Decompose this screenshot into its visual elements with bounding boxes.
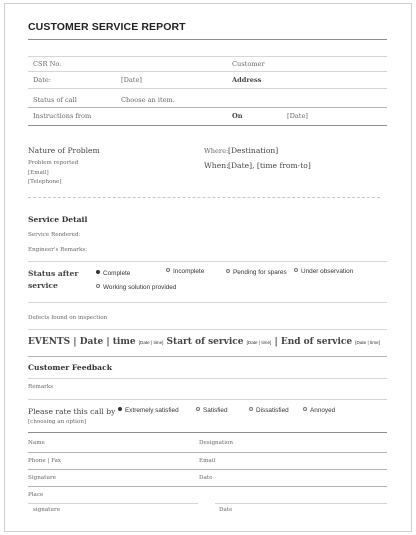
where-label: Where: (204, 147, 229, 155)
place-line-right (215, 503, 387, 504)
report-title: CUSTOMER SERVICE REPORT (28, 21, 186, 33)
address-label: Address (232, 76, 262, 84)
radio-icon (226, 269, 230, 273)
service-rendered-label: Service Rendered: (28, 232, 81, 238)
when-label: When: (204, 161, 229, 170)
events-row (28, 337, 380, 347)
radio-icon (196, 407, 200, 411)
date-sign-label: Date (199, 475, 213, 481)
status-of-call-dropdown[interactable]: Choose an item. (121, 96, 175, 104)
title-divider (28, 39, 387, 40)
engineers-remarks-label: Engineer's Remarks: (28, 247, 88, 253)
header-line-2 (28, 88, 387, 89)
rating-extremely-satisfied[interactable]: Extremely satisfied (118, 407, 179, 414)
place-line (28, 503, 198, 504)
problem-divider (28, 197, 380, 198)
signature-line (28, 486, 387, 487)
status-option-working-solution[interactable]: Working solution provided (96, 284, 176, 291)
events-label: EVENTS | (28, 337, 77, 347)
phone-fax-label: Phone | Fax (28, 458, 62, 464)
feedback-line (28, 378, 387, 379)
where-field[interactable]: [Destination] (228, 146, 279, 155)
customer-feedback-heading: Customer Feedback (28, 363, 112, 372)
remarks-label: Remarks (28, 384, 54, 390)
instructions-from-label: Instructions from (33, 112, 92, 120)
defects-divider (28, 329, 387, 330)
phone-line (28, 469, 387, 470)
csr-no-label: CSR No. (33, 60, 62, 68)
radio-icon (249, 407, 253, 411)
on-date-field[interactable]: [Date] (287, 112, 308, 120)
start-of-service-field[interactable]: [Date | time] (246, 340, 272, 345)
name-label: Name (28, 440, 45, 446)
nature-of-problem-label: Nature of Problem (28, 146, 100, 155)
service-detail-heading: Service Detail (28, 215, 88, 224)
status-option-incomplete[interactable]: Incomplete (166, 268, 204, 275)
signature2-label: signature (33, 507, 61, 513)
status-after-label: Status after (28, 269, 79, 278)
header-line-1 (28, 71, 387, 72)
rating-dissatisfied[interactable]: Dissatisfied (249, 407, 289, 414)
date-time-field[interactable]: [Date | time] (138, 340, 164, 345)
on-label: On (232, 112, 243, 120)
problem-reported-label: Problem reported (28, 160, 79, 166)
defects-label: Defects found on inspection (28, 315, 108, 321)
rate-call-hint: [choosing an option] (28, 419, 87, 425)
status-of-call-label: Status of call (33, 96, 77, 104)
signature-label: Signature (28, 475, 56, 481)
radio-icon (294, 268, 298, 272)
service-divider (28, 261, 387, 262)
radio-checked-icon (118, 407, 122, 411)
date2-label: Date (219, 507, 233, 513)
customer-label: Customer (232, 60, 265, 68)
rating-divider (28, 432, 387, 433)
remarks-line (28, 399, 387, 400)
status-option-complete[interactable]: Complete (96, 270, 130, 277)
date-label: Date: (33, 76, 51, 84)
date-time-label: Date | time (79, 337, 136, 347)
rate-call-label: Please rate this call by (28, 407, 116, 416)
date-field[interactable]: [Date] (121, 76, 142, 84)
rating-annoyed[interactable]: Annoyed (303, 407, 335, 414)
status-after-label-2: service (28, 281, 58, 290)
radio-icon (166, 268, 170, 272)
events-divider (28, 356, 387, 357)
status-option-observation[interactable]: Under observation (294, 268, 353, 275)
header-top-line (28, 56, 387, 57)
radio-checked-icon (96, 270, 100, 274)
header-line-3 (28, 107, 387, 108)
status-option-pending[interactable]: Pending for spares (226, 269, 287, 276)
telephone-field[interactable]: [Telephone] (28, 179, 62, 185)
rating-satisfied[interactable]: Satisfied (196, 407, 228, 414)
end-of-service-field[interactable]: [Date | time] (355, 340, 380, 345)
status-divider (28, 302, 387, 303)
radio-icon (303, 407, 307, 411)
place-label: Place (28, 492, 44, 498)
end-of-service-label: | End of service (274, 337, 353, 347)
radio-icon (96, 284, 100, 288)
start-of-service-label: Start of service (166, 337, 244, 347)
designation-label: Designation (199, 440, 233, 446)
name-line (28, 452, 387, 453)
report-page (4, 3, 412, 532)
when-field[interactable]: [Date], [time from-to] (228, 161, 311, 170)
email-label: Email (199, 458, 216, 464)
header-bottom-line (28, 125, 387, 126)
email-field[interactable]: [Email] (28, 170, 49, 176)
